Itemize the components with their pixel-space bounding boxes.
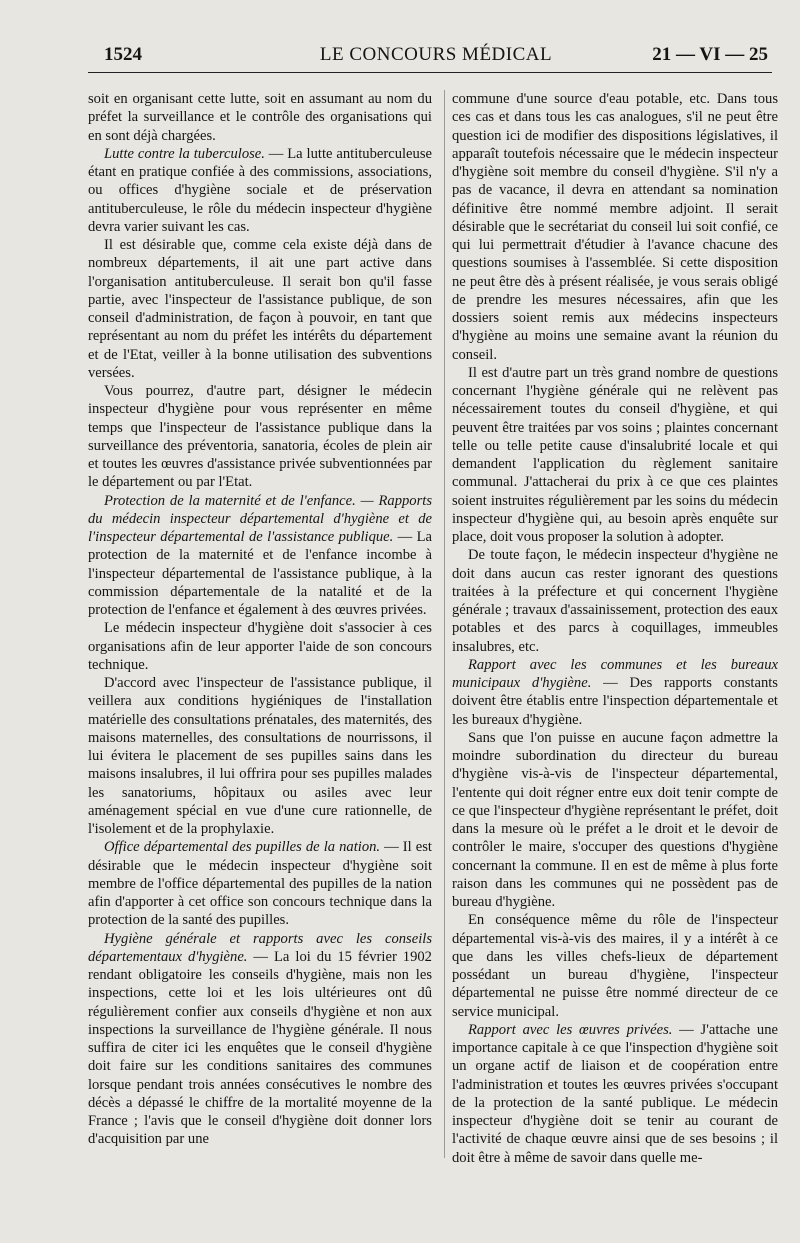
paragraph xyxy=(452,1021,778,1167)
paragraph: Il est désirable que, comme cela existe déjà dans de nombreux départements, il ait une part active dans l'organisation antituberculeuse. Il serait bon qu'il fasse partie, avec l'inspecteur de l'assistance publique, de son conseil d'administration, de façon à pouvoir, en tant que représentant au nom du préfet les intérêts du département et de l'Etat, veiller à la bonne utilisation des subventions versées. xyxy=(88,237,432,381)
section-heading: Lutte contre la tuberculose. xyxy=(104,145,265,162)
page-header xyxy=(104,44,768,68)
paragraph-text: — Des rapports constants doivent être établis entre l'inspection départementale et les bureaux d'hygiène. xyxy=(452,675,778,728)
paragraph xyxy=(88,838,432,929)
left-column xyxy=(88,90,432,1170)
issue-date: 21 — VI — 25 xyxy=(652,44,768,65)
paragraph: Vous pourrez, d'autre part, désigner le médecin inspecteur d'hygiène pour vous représenter en même temps que l'inspecteur de l'assistance publique dans la surveillance des préventoria, sanatoria, écoles de plein air et toutes les œuvres d'assistance privée subventionnées par le département ou par l'Etat. xyxy=(88,383,432,491)
paragraph: soit en organisant cette lutte, soit en assumant au nom du préfet la surveillance et le contrôle des organisations qui en sont déjà chargées. xyxy=(88,91,432,144)
paragraph: Il est d'autre part un très grand nombre de questions concernant l'hygiène générale qui ne relèvent pas nécessairement toutes du conseil d'hygiène, et qui peuvent être traitées par vos soins ; plaintes concernant telle ou telle petite cause d'insalubrité locale et qui demandent l'application du règlement sanitaire communal. J'attacherai du prix à ce que ces plaintes soient instruites régulièrement par les soins du médecin inspecteur d'hygiène qui, au besoin après enquête sur place, doit vous proposer la solution à adopter. xyxy=(452,364,778,545)
paragraph: De toute façon, le médecin inspecteur d'hygiène ne doit dans aucun cas rester ignorant des questions traitées à la préfecture et qui concernent l'hygiène générale ; travaux d'assainissement, protection des eaux potables et des parcs à coquillages, immeubles insalubres, etc. xyxy=(452,547,778,655)
journal-title: LE CONCOURS MÉDICAL xyxy=(319,44,553,65)
column-divider xyxy=(444,90,445,1158)
paragraph-text: — J'attache une importance capitale à ce que l'inspection d'hygiène soit un organe actif de liaison et de coopération entre l'administration et toutes les œuvres privées s'occupant de la protection de la santé publique. Le médecin inspecteur d'hygiène doit se tenir au courant de l'activité de chaque œuvre ainsi que de ses besoins ; il doit être à même de savoir dans quelle me- xyxy=(452,1021,778,1166)
right-column xyxy=(452,90,778,1170)
paragraph-text: — Il est désirable que le médecin inspecteur d'hygiène soit membre de l'office départemental des pupilles de la nation afin d'apporter à cet office son concours technique dans la protection de la santé des pupilles. xyxy=(88,839,432,929)
section-heading: Rapport avec les œuvres privées. xyxy=(468,1021,673,1038)
section-heading: Protection de la maternité et de l'enfance. — Rapports du médecin inspecteur départemental d'hygiène et de l'inspecteur départemental de l'assistance publique. xyxy=(88,492,432,545)
paragraph: Sans que l'on puisse en aucune façon admettre la moindre subordination du directeur du bureau d'hygiène vis-à-vis de l'inspecteur départemental, l'entente qui doit régner entre eux doit tenir compte de ce que l'inspecteur d'hygiène représentant le préfet, doit dans la mesure où le préfet a le droit et le devoir de contrôler le maire, s'occuper des questions d'hygiène concernant la commune. Il en est de même à plus forte raison dans les communes qui ne possèdent pas de bureau d'hygiène. xyxy=(452,729,778,910)
header-rule xyxy=(88,72,772,73)
paragraph-text: — La lutte antituberculeuse étant en pratique confiée à des commissions, associations, ou offices d'hygiène sociale et de préservation antituberculeuse, le rôle du médecin inspecteur d'hygiène devra varier suivant les cas. xyxy=(88,145,432,235)
paragraph-text: — La loi du 15 février 1902 rendant obligatoire les conseils d'hygiène, mais non les inspections, cette loi et les lois ultérieures ont dû régulièrement confier aux conseils d'hygiène et non aux inspections la surveillance de l'hygiène générale. Il nous suffira de citer ici les enquêtes que le conseil d'hygiène doit faire sur les conditions sanitaires des communes lorsque pendant trois années consécutives le nombre des décès a dépassé le chiffre de la mortalité moyenne de la France ; l'avis que le conseil d'hygiène doit donner lors d'acquisition par une xyxy=(88,948,432,1148)
paragraph xyxy=(88,930,432,1149)
section-heading: Hygiène générale et rapports avec les conseils départementaux d'hygiène. xyxy=(88,930,432,965)
paragraph xyxy=(88,145,432,236)
paragraph-text: — La protection de la maternité et de l'enfance incombe à l'inspecteur départemental de l'assistance publique, à la commission départementale de la natalité et de la protection de l'enfance et également à des œuvres privées. xyxy=(88,529,432,618)
paragraph: D'accord avec l'inspecteur de l'assistance publique, il veillera aux conditions hygiéniques de l'installation matérielle des consultations prénatales, des maternités, des maisons maternelles, des consultations de nourrissons, il lui évitera le placement de ses pupilles sains dans les maisons insalubres, il lui offrira pour ses pupilles malades les sanatoriums, hôpitaux ou asiles avec leur aménagement spécial en vue d'une cure rationnelle, de l'isolement et de la prophylaxie. xyxy=(88,675,432,837)
paragraph xyxy=(452,656,778,729)
paragraph: Le médecin inspecteur d'hygiène doit s'associer à ces organisations afin de leur apporter l'aide de son concours technique. xyxy=(88,620,432,673)
section-heading: Office départemental des pupilles de la nation. xyxy=(104,839,381,856)
paragraph xyxy=(88,492,432,620)
page-number: 1524 xyxy=(104,44,142,65)
paragraph: commune d'une source d'eau potable, etc. Dans tous ces cas et dans tous les cas analogues, s'il ne peut être question ici de modifier des dispositions législatives, il apparaît toutefois nécessaire que le médecin inspecteur d'hygiène soit membre du conseil d'hygiène. S'il n'y a pas de vacance, il devra en attendant sa nomination définitive être nommé membre adjoint. Il serait désirable que le secrétariat du conseil lui soit confié, ce qui lui permettrait d'étudier à l'avance chacune des questions soumises à l'assemblée. Si cette disposition ne peut être dès à présent réalisée, je vous serais obligé de prendre les mesures nécessaires, afin que les dossiers soient remis aux médecins inspecteurs d'hygiène au moins une semaine avant la réunion du conseil. xyxy=(452,91,778,363)
section-heading: Rapport avec les communes et les bureaux municipaux d'hygiène. xyxy=(452,656,778,691)
paragraph: En conséquence même du rôle de l'inspecteur départemental vis-à-vis des maires, il y a intérêt à ce que dans les villes chefs-lieux de département possédant un bureau d'hygiène, l'inspecteur départemental ne puisse être nommé directeur de ce service municipal. xyxy=(452,912,778,1020)
